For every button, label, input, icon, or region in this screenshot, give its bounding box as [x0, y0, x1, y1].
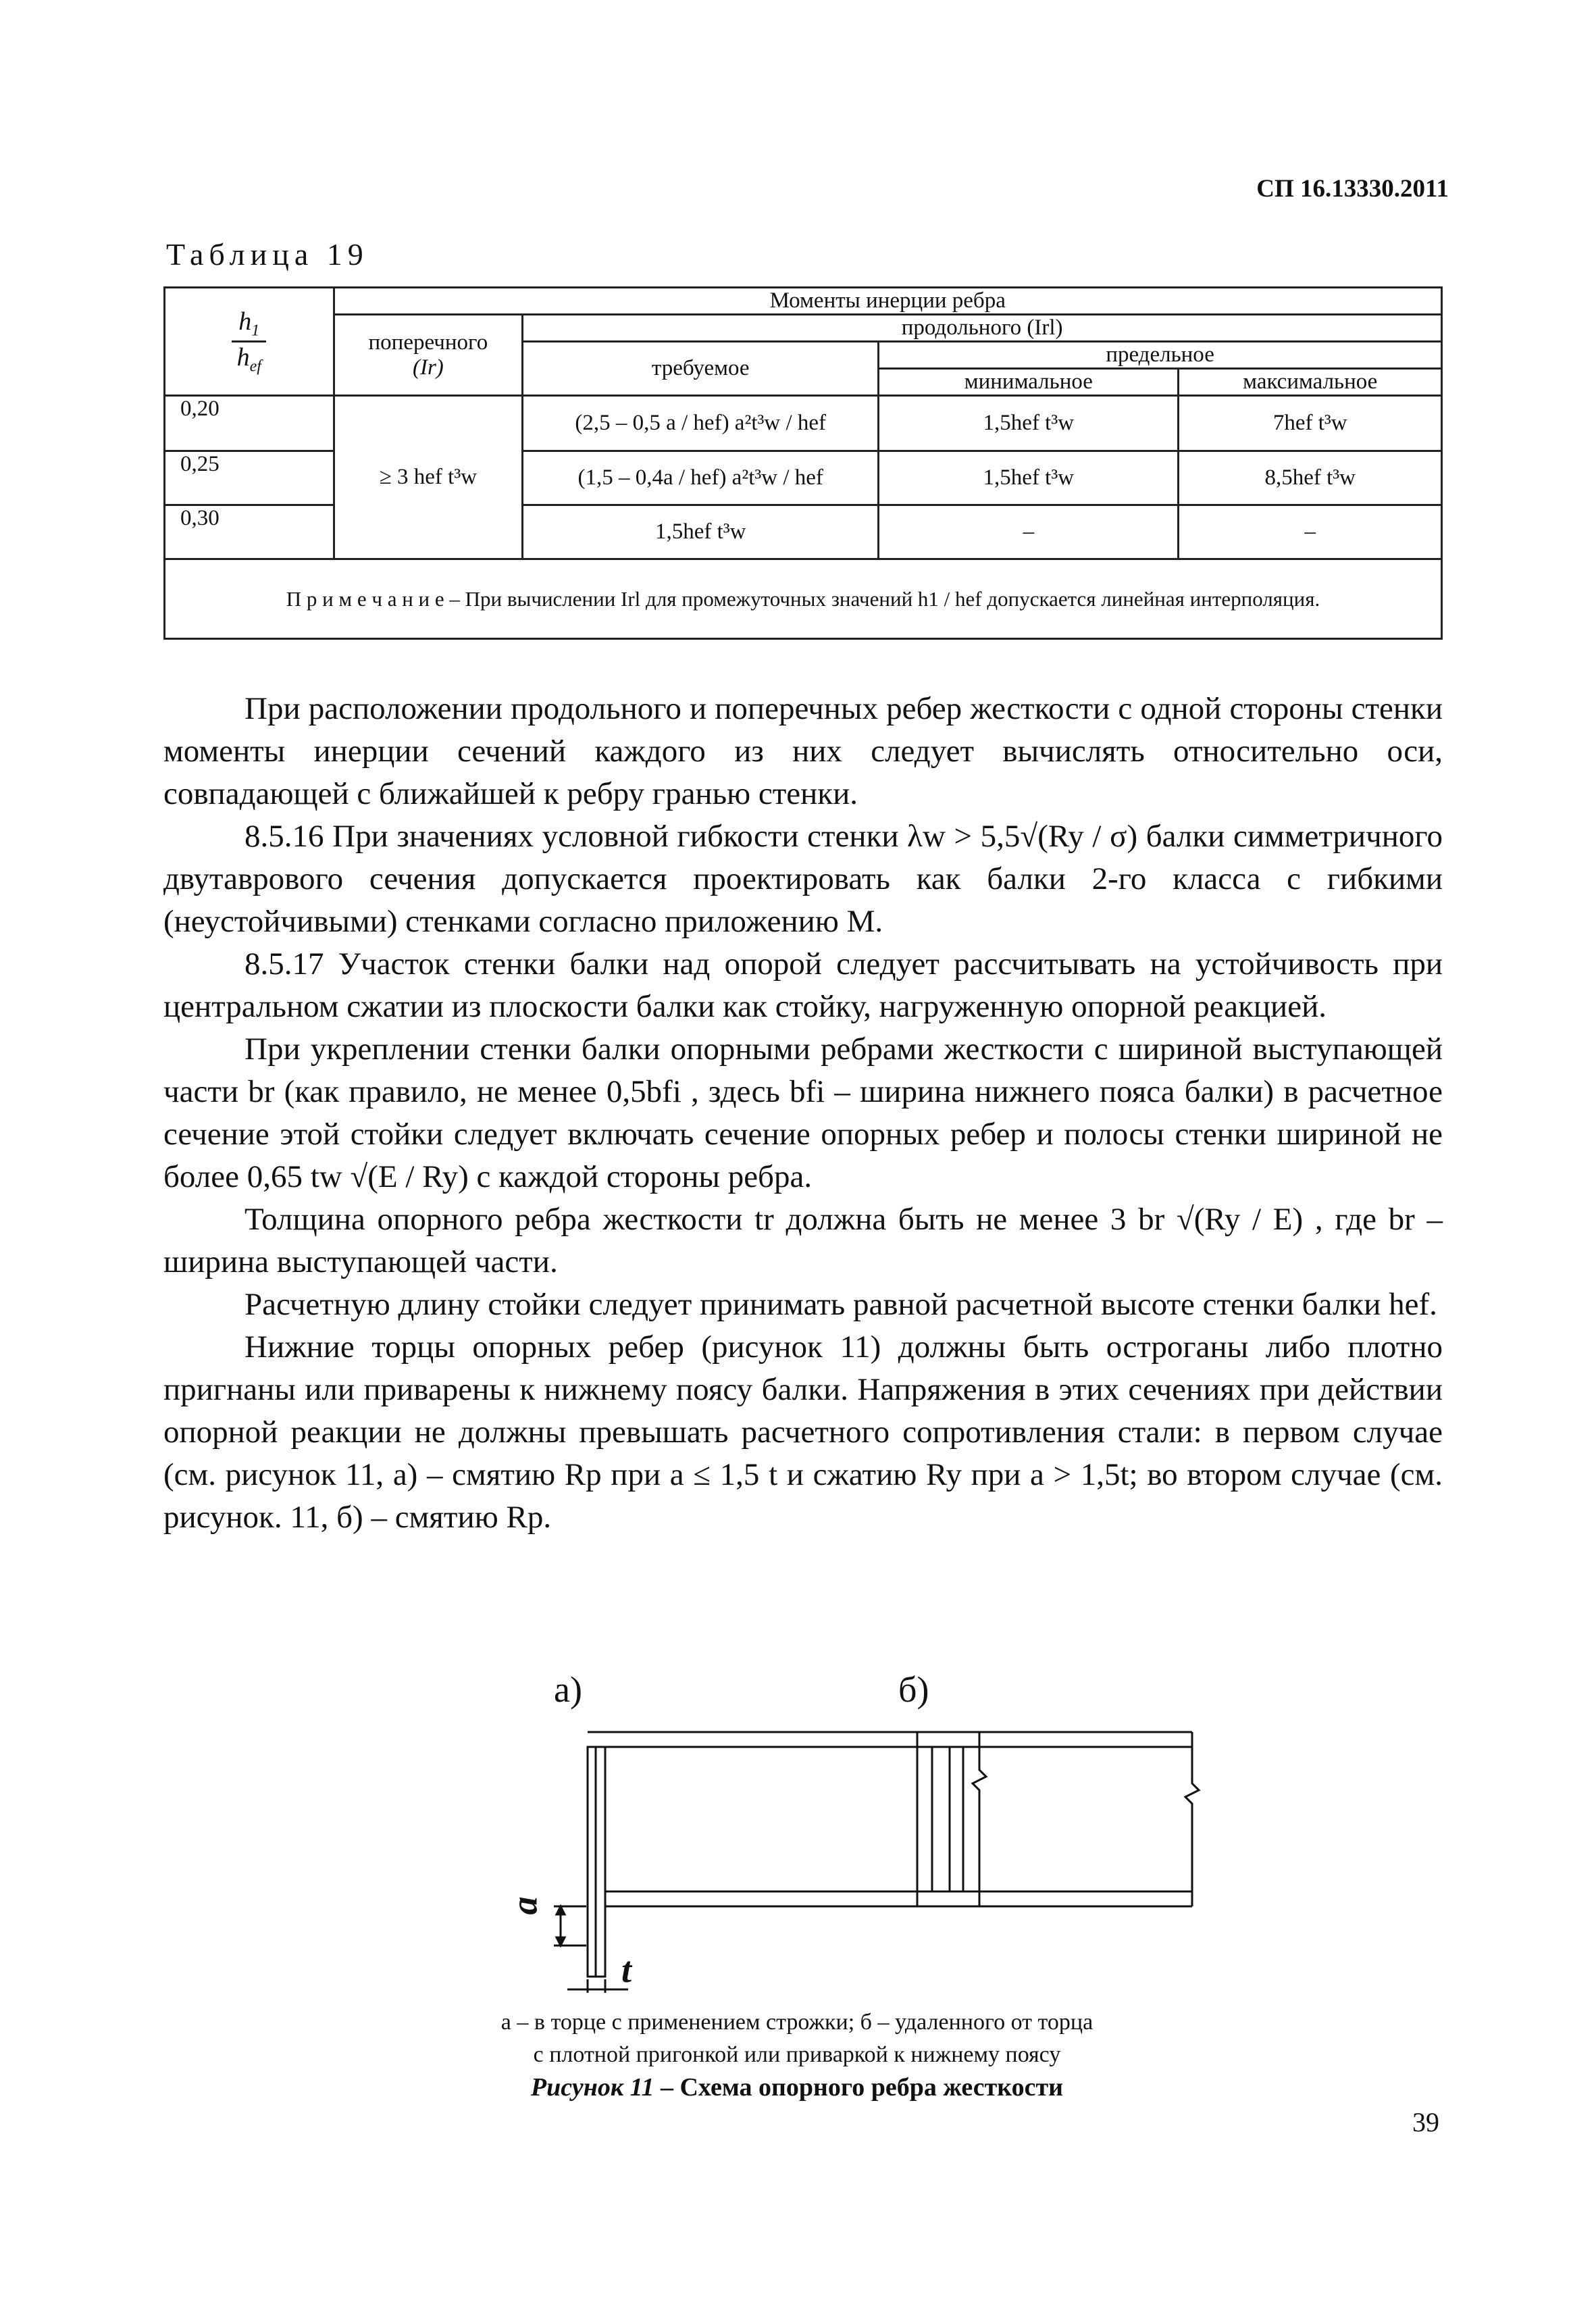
max-cell: 7hef t³w	[1179, 396, 1442, 451]
figure-label-b: б)	[898, 1669, 929, 1710]
diagram-a	[554, 1732, 986, 1993]
limit-header: предельное	[879, 342, 1442, 369]
dimension-a-label: a	[504, 1896, 545, 1915]
table-caption: Таблица 19	[166, 237, 369, 272]
figure-11-drawing	[513, 1729, 1202, 1993]
max-cell: 8,5hef t³w	[1179, 451, 1442, 505]
max-cell: –	[1179, 505, 1442, 559]
table-note: П р и м е ч а н и е – При вычислении Irl для промежуточных значений h1 / hef допускается линейная интерполяция.	[165, 559, 1442, 639]
min-cell: 1,5hef t³w	[879, 451, 1179, 505]
table-row	[165, 396, 1442, 451]
paragraph: При укреплении стенки балки опорными ребрами жесткости с шириной выступающей части br (как правило, не менее 0,5bfi , здесь bfi – ширина нижнего пояса балки) в расчетное сечение этой стойки следует включать сечение опорных ребер и полосы стенки шириной не более 0,65 tw √(E / Ry) с каждой стороны ребра.	[163, 1032, 1443, 1194]
required-cell: 1,5hef t³w	[523, 505, 879, 559]
min-header: минимальное	[879, 369, 1179, 396]
required-cell: (2,5 – 0,5 a / hef) a²t³w / hef	[523, 396, 879, 451]
body-text	[163, 688, 1443, 1539]
figure-caption	[405, 2006, 1189, 2104]
ratio-cell: 0,30	[165, 505, 334, 559]
diagram-b	[917, 1732, 1199, 1906]
figure-caption-line: а – в торце с применением строжки; б – удаленного от торца	[500, 2010, 1093, 2035]
group-header: Моменты инерции ребра	[334, 288, 1441, 315]
max-header: максимальное	[1179, 369, 1442, 396]
transverse-value-cell: ≥ 3 hef t³w	[334, 396, 523, 559]
ratio-fraction: $\frac{h_1}{h_{ef}}$	[232, 307, 266, 376]
paragraph: При расположении продольного и поперечных ребер жесткости с одной стороны стенки моменты инерции сечений каждого из них следует вычислять относительно оси, совпадающей с ближайшей к ребру гранью стенки.	[163, 691, 1443, 811]
paragraph: 8.5.17 Участок стенки балки над опорой следует рассчитывать на устойчивость при центральном сжатии из плоскости балки как стойку, нагруженную опорной реакцией.	[163, 946, 1443, 1024]
document-code: СП 16.13330.2011	[1256, 175, 1449, 203]
paragraph: Толщина опорного ребра жесткости tr должна быть не менее 3 br √(Ry / E) , где br – ширина выступающей части.	[163, 1202, 1443, 1279]
min-cell: 1,5hef t³w	[879, 396, 1179, 451]
page-number: 39	[1412, 2107, 1439, 2137]
ratio-cell: 0,25	[165, 451, 334, 505]
ratio-cell: 0,20	[165, 396, 334, 451]
figure-label-a: а)	[554, 1669, 582, 1710]
ratio-header-cell	[165, 288, 334, 396]
min-cell: –	[879, 505, 1179, 559]
paragraph: 8.5.16 При значениях условной гибкости стенки λw > 5,5√(Ry / σ) балки симметричного двутаврового сечения допускается проектировать как балки 2-го класса с гибкими (неустойчивыми) стенками согласно приложению М.	[163, 819, 1443, 939]
transverse-header: поперечного (Ir)	[334, 315, 523, 396]
required-header: требуемое	[523, 342, 879, 396]
figure-caption-line: с плотной пригонкой или приваркой к нижнему поясу	[533, 2042, 1061, 2067]
required-cell: (1,5 – 0,4a / hef) a²t³w / hef	[523, 451, 879, 505]
dimension-t-label: t	[621, 1950, 632, 1990]
figure-title: Рисунок 11 – Схема опорного ребра жесткости	[530, 2073, 1064, 2102]
paragraph: Нижние торцы опорных ребер (рисунок 11) должны быть остроганы либо плотно пригнаны или приварены к нижнему поясу балки. Напряжения в этих сечениях при действии опорной реакции не должны превышать расчетного сопротивления стали: в первом случае (см. рисунок 11, а) – смятию Rp при a ≤ 1,5 t и сжатию Ry при a > 1,5t; во втором случае (см. рисунок. 11, б) – смятию Rp.	[163, 1329, 1443, 1535]
paragraph: Расчетную длину стойки следует принимать равной расчетной высоте стенки балки hef.	[244, 1287, 1437, 1322]
table-19	[163, 286, 1443, 640]
longitudinal-header: продольного (Irl)	[523, 315, 1442, 342]
